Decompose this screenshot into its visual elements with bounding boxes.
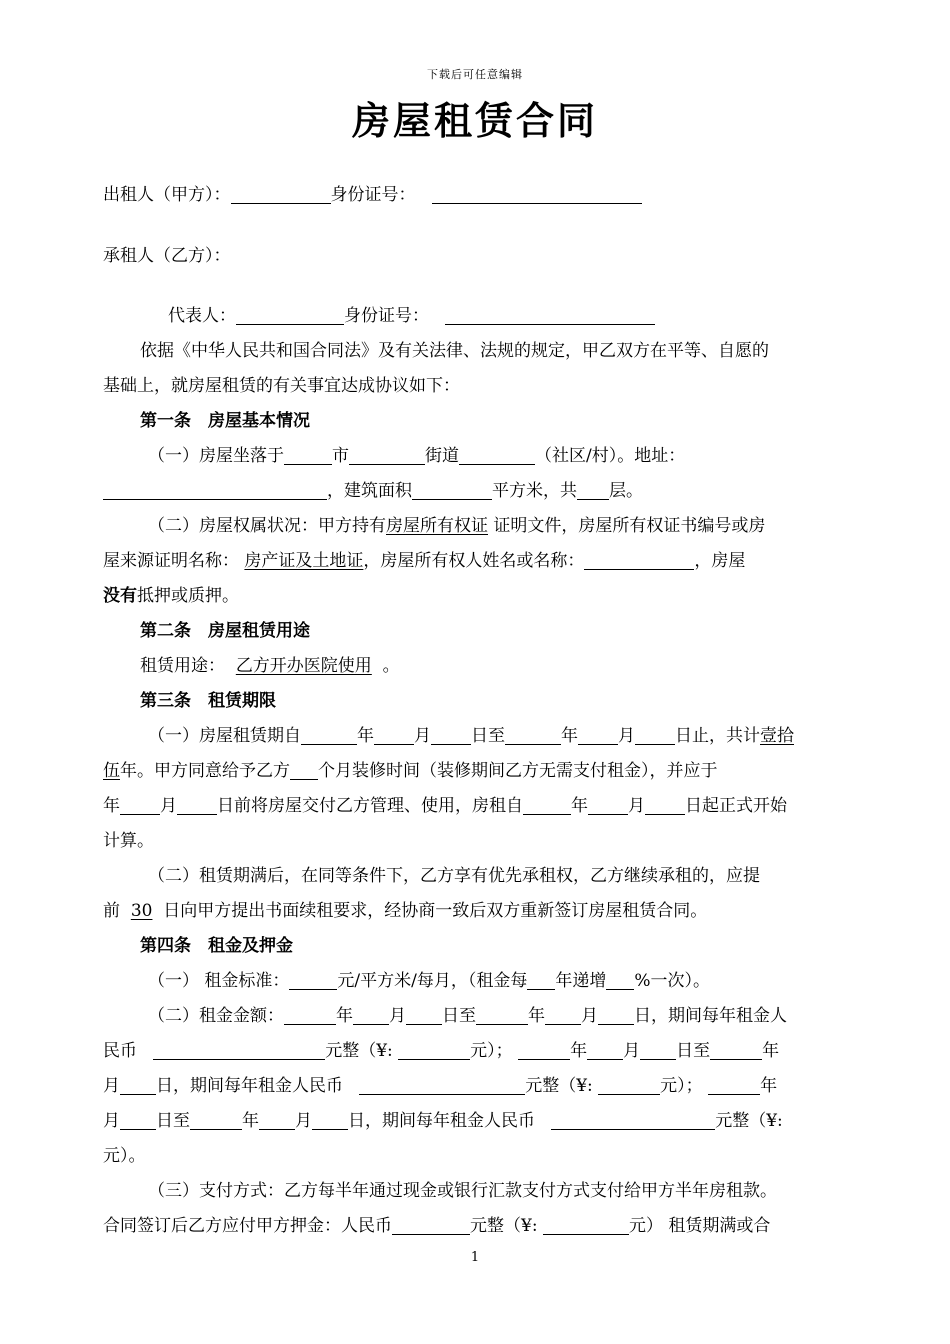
- renewal-notice-days: 30: [130, 901, 153, 921]
- lessor-id-blank: [432, 185, 642, 204]
- rep-id-blank: [445, 306, 655, 325]
- lease-use-line: 租赁用途： 乙方开办医院使用 。: [140, 656, 400, 676]
- art4-rent-amount-line-2: 民币 元整（¥: 元）； 年 月 日至 年: [103, 1041, 780, 1061]
- document-title: 房屋租赁合同: [351, 98, 598, 143]
- lessor-line: 出租人（甲方）： 身份证号：: [103, 183, 848, 207]
- art3-term-line-2: 伍年。甲方同意给予乙方 个月装修时间（装修期间乙方无需支付租金），并应于: [103, 761, 718, 781]
- art4-payment-line-2: 合同签订后乙方应付甲方押金：人民币 元整（¥: 元） 租赁期满或合: [103, 1216, 771, 1236]
- lessee-line: 承租人（乙方）：: [103, 246, 231, 266]
- art1-ownership-line-3: 没有抵押或质押。: [103, 586, 239, 606]
- intro-line-2: 基础上，就房屋租赁的有关事宜达成协议如下：: [103, 376, 460, 396]
- lessor-name-blank: [231, 185, 331, 204]
- art4-rent-amount-line-4: 月 日至 年 月 日，期间每年租金人民币 元整（¥:: [103, 1111, 783, 1131]
- address-blank: [103, 481, 327, 500]
- art4-rent-standard-line: （一） 租金标准： 元/平方米/每月，（租金每 年递增 %一次）。: [148, 971, 711, 991]
- art4-rent-amount-line-5: 元）。: [103, 1146, 146, 1166]
- art3-term-line-4: 计算。: [103, 831, 154, 851]
- art4-payment-line-1: （三）支付方式：乙方每半年通过现金或银行汇款支付方式支付给甲方半年房租款。: [148, 1181, 777, 1201]
- art3-renewal-line-1: （二）租赁期满后，在同等条件下，乙方享有优先承租权，乙方继续承租的，应提: [148, 866, 760, 886]
- article-3-heading: 第三条 租赁期限: [140, 691, 276, 711]
- rep-name-blank: [236, 306, 344, 325]
- header-note: 下载后可任意编辑: [427, 68, 523, 81]
- lease-term-part-1: 壹拾: [760, 726, 794, 746]
- representative-line: 代表人： 身份证号：: [168, 304, 913, 328]
- certificate-name: 房产证及土地证: [244, 551, 364, 571]
- intro-line-1: 依据《中华人民共和国合同法》及有关法律、法规的规定，甲乙双方在平等、自愿的: [140, 341, 769, 361]
- lease-term-part-2: 伍: [103, 761, 120, 781]
- art4-rent-amount-line-3: 月 日，期间每年租金人民币 元整（¥: 元）； 年: [103, 1076, 778, 1096]
- art4-rent-amount-line-1: （二）租金金额： 年 月 日至 年 月 日，期间每年租金人: [148, 1006, 787, 1026]
- art1-ownership-line-1: （二）房屋权属状况：甲方持有房屋所有权证 证明文件，房屋所有权证书编号或房: [148, 516, 766, 536]
- article-1-heading: 第一条 房屋基本情况: [140, 411, 310, 431]
- article-4-heading: 第四条 租金及押金: [140, 936, 293, 956]
- lease-use-value: 乙方开办医院使用: [235, 656, 372, 676]
- art3-term-line-1: （一）房屋租赁期自 年 月 日至 年 月 日止，共计壹拾: [148, 726, 794, 746]
- art3-renewal-line-2: 前 30 日向甲方提出书面续租要求，经协商一致后双方重新签订房屋租赁合同。: [103, 901, 708, 921]
- art1-location-line: （一）房屋坐落于 市 街道 （社区/村）。地址：: [148, 446, 686, 466]
- certificate-type: 房屋所有权证: [386, 516, 488, 536]
- article-2-heading: 第二条 房屋租赁用途: [140, 621, 310, 641]
- art3-term-line-3: 年 月 日前将房屋交付乙方管理、使用，房租自 年 月 日起正式开始: [103, 796, 787, 816]
- art1-ownership-line-2: 屋来源证明名称： 房产证及土地证，房屋所有权人姓名或名称： ，房屋: [103, 551, 746, 571]
- art1-address-line: ，建筑面积 平方米，共 层。: [103, 479, 848, 503]
- page-number: 1: [470, 1250, 480, 1265]
